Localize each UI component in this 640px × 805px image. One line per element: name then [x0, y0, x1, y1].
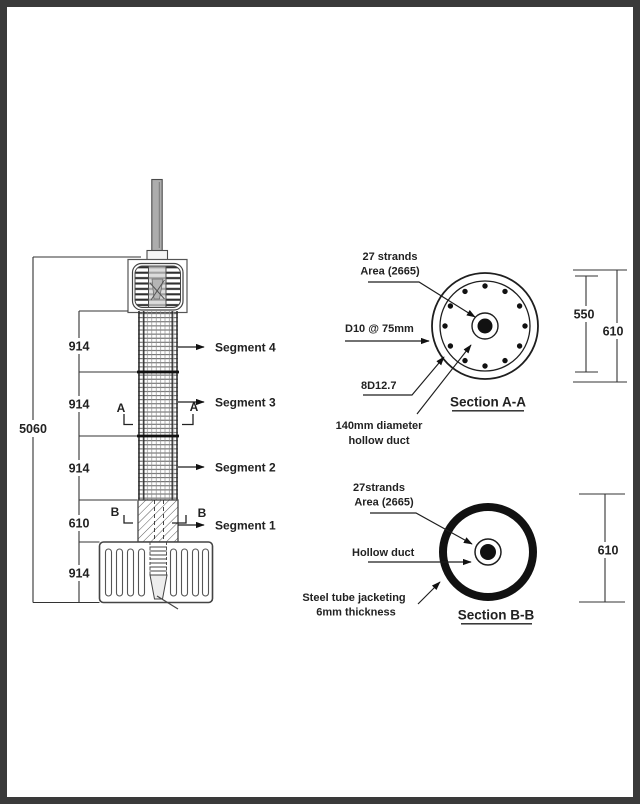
bb-strands-label-1: 27strands: [353, 482, 405, 494]
aa-dim-550: 550: [573, 307, 595, 322]
bb-jacket-label-1: Steel tube jacketing: [302, 592, 406, 604]
aa-duct-label-2: hollow duct: [348, 435, 410, 447]
cut-b-letter-left: B: [110, 505, 120, 519]
dim-overall: 5060: [19, 422, 47, 436]
bb-strand-dot: [480, 544, 496, 560]
segment1-jacketed: [138, 500, 178, 542]
aa-dim-610: 610: [602, 324, 624, 339]
aa-duct-label-1: 140mm diameter: [335, 420, 423, 432]
bb-dim-610: 610: [597, 543, 619, 558]
bb-strands-label-2: Area (2665): [354, 496, 414, 509]
column-mesh: [137, 311, 179, 500]
aa-strands-label-1: 27 strands: [362, 251, 418, 263]
rod-collar: [147, 251, 168, 261]
section-aa-title: Section A-A: [449, 394, 527, 410]
bb-duct-label: Hollow duct: [352, 547, 415, 559]
aa-rebar-label: 8D12.7: [361, 380, 397, 392]
cut-a-letter-left: A: [116, 401, 126, 415]
dim-segment4: 914: [68, 339, 90, 354]
segment2-label: Segment 2: [215, 460, 276, 475]
aa-strands-label-2: Area (2665): [360, 265, 420, 278]
section-bb-title: Section B-B: [457, 607, 535, 623]
aa-strand-dot: [478, 319, 493, 334]
dim-base: 914: [68, 566, 90, 581]
dim-segment1: 610: [68, 516, 90, 531]
segment3-label: Segment 3: [215, 395, 276, 410]
aa-stirrup-label: D10 @ 75mm: [345, 323, 414, 335]
segment1-label: Segment 1: [215, 518, 276, 533]
cut-b-letter-right: B: [197, 506, 207, 520]
page-frame: [4, 4, 637, 801]
cap-block: [128, 260, 187, 313]
base-block: [100, 542, 213, 609]
segment4-label: Segment 4: [215, 340, 276, 355]
dim-segment3: 914: [68, 397, 90, 412]
bb-jacket-label-2: 6mm thickness: [316, 606, 396, 619]
dim-segment2: 914: [68, 461, 90, 476]
cut-a-letter-right: A: [189, 400, 199, 414]
